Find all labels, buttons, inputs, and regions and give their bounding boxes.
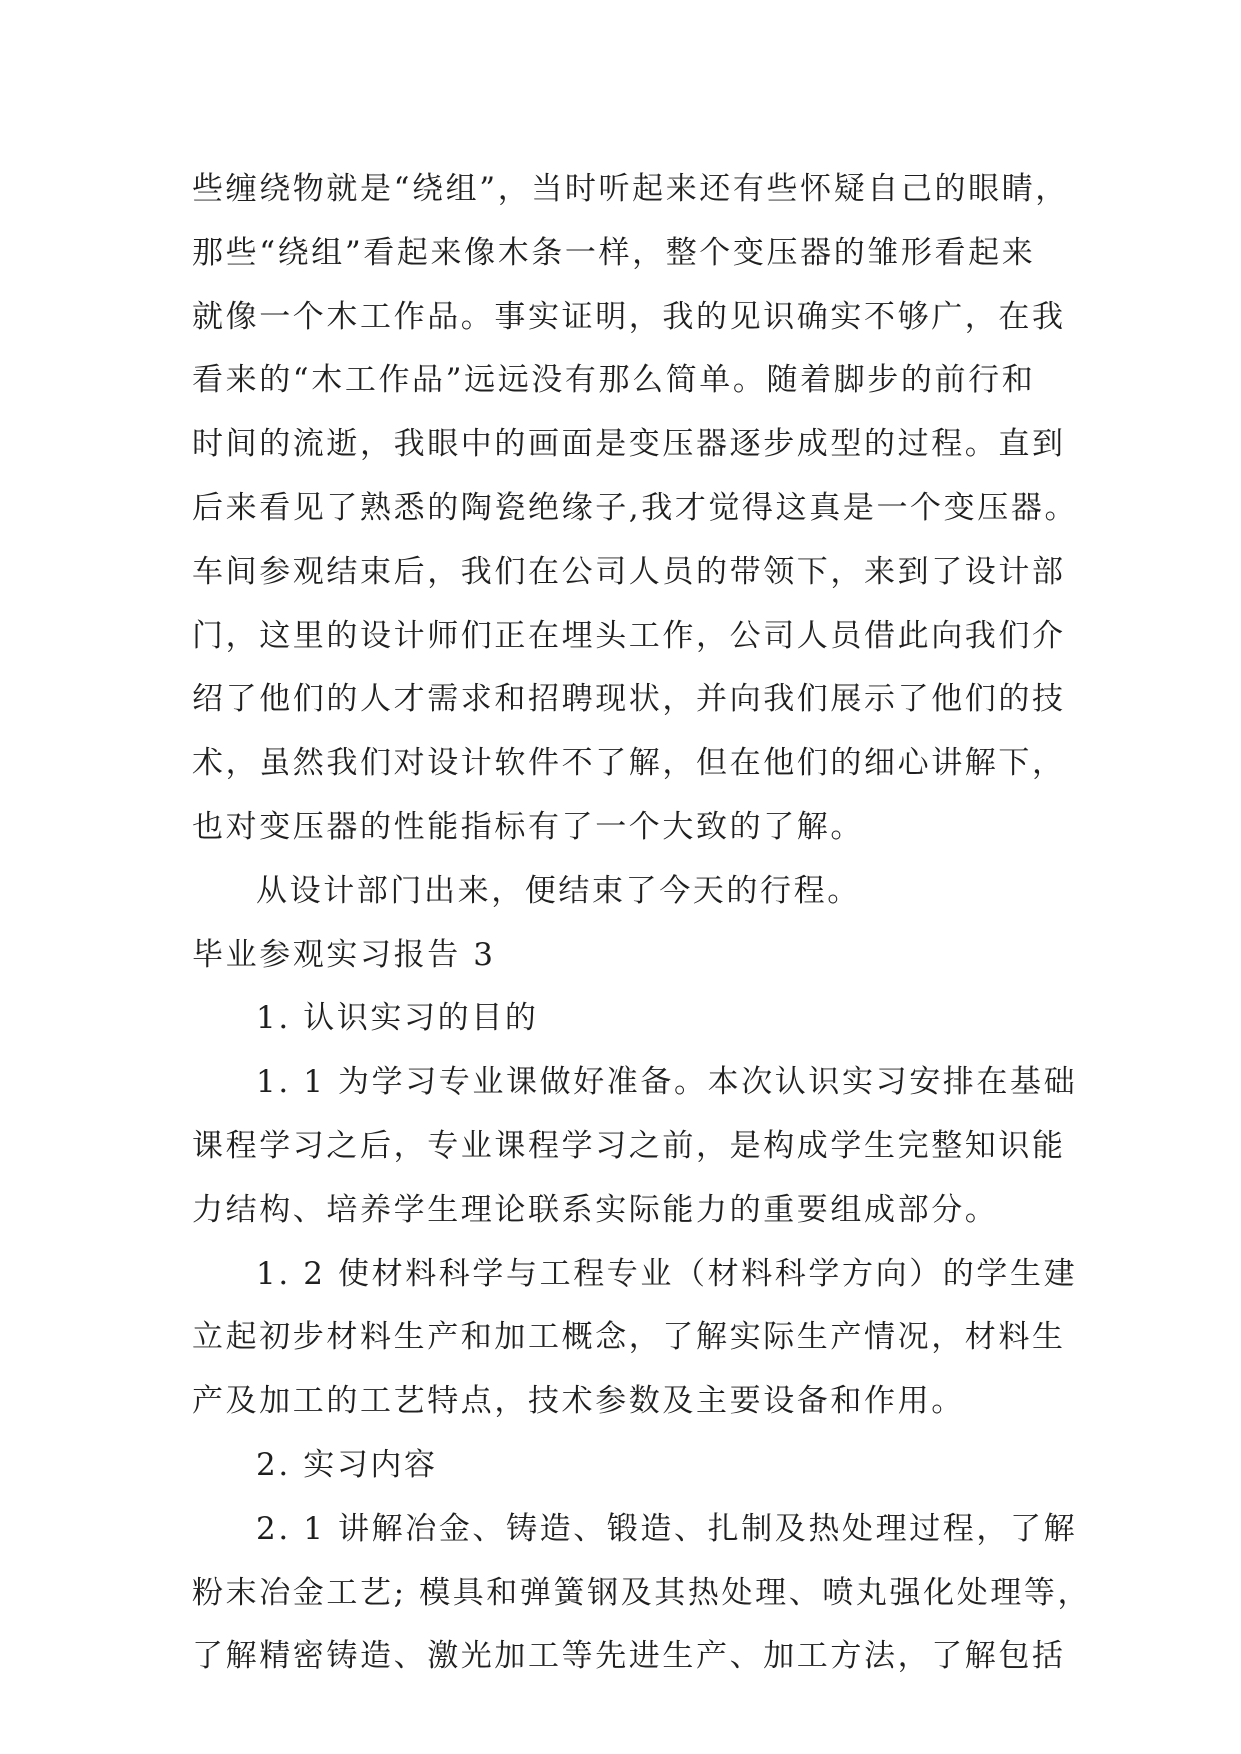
body-line: 后来看见了熟悉的陶瓷绝缘子,我才觉得这真是一个变压器。: [192, 489, 1079, 526]
body-line: 那些“绕组”看起来像木条一样，整个变压器的雏形看起来: [192, 234, 1036, 271]
body-line: 粉末冶金工艺; 模具和弹簧钢及其热处理、喷丸强化处理等，: [192, 1574, 1092, 1611]
body-line: 力结构、培养学生理论联系实际能力的重要组成部分。: [192, 1191, 999, 1228]
paragraph-line: 2. 1 讲解冶金、铸造、锻造、扎制及热处理过程，了解: [256, 1510, 1078, 1547]
body-line: 了解精密铸造、激光加工等先进生产、加工方法，了解包括: [192, 1638, 1066, 1675]
body-line: 课程学习之后，专业课程学习之前，是构成学生完整知识能: [192, 1127, 1066, 1164]
paragraph-line: 1. 1 为学习专业课做好准备。本次认识实习安排在基础: [256, 1064, 1078, 1101]
body-line: 绍了他们的人才需求和招聘现状，并向我们展示了他们的技: [192, 681, 1066, 718]
body-line: 术，虽然我们对设计软件不了解，但在他们的细心讲解下，: [192, 745, 1066, 782]
paragraph-line: 从设计部门出来，便结束了今天的行程。: [256, 872, 861, 909]
body-line: 看来的“木工作品”远远没有那么简单。随着脚步的前行和: [192, 362, 1036, 399]
document-body: [192, 158, 1092, 1689]
section-heading: 毕业参观实习报告 3: [192, 936, 496, 973]
body-line: 时间的流逝，我眼中的画面是变压器逐步成型的过程。直到: [192, 426, 1066, 463]
body-line: 立起初步材料生产和加工概念，了解实际生产情况，材料生: [192, 1319, 1066, 1356]
body-line: 车间参观结束后，我们在公司人员的带领下，来到了设计部: [192, 553, 1066, 590]
body-line: 也对变压器的性能指标有了一个大致的了解。: [192, 808, 864, 845]
body-line: 门，这里的设计师们正在埋头工作，公司人员借此向我们介: [192, 617, 1066, 654]
paragraph-line: 1. 2 使材料科学与工程专业（材料科学方向）的学生建: [256, 1255, 1078, 1292]
body-line: 就像一个木工作品。事实证明，我的见识确实不够广，在我: [192, 298, 1066, 335]
subheading-content: 2. 实习内容: [256, 1446, 438, 1483]
subheading-purpose: 1. 认识实习的目的: [256, 1000, 539, 1037]
body-line: 产及加工的工艺特点，技术参数及主要设备和作用。: [192, 1383, 965, 1420]
body-line: 些缠绕物就是“绕组”，当时听起来还有些怀疑自己的眼睛，: [192, 171, 1069, 207]
